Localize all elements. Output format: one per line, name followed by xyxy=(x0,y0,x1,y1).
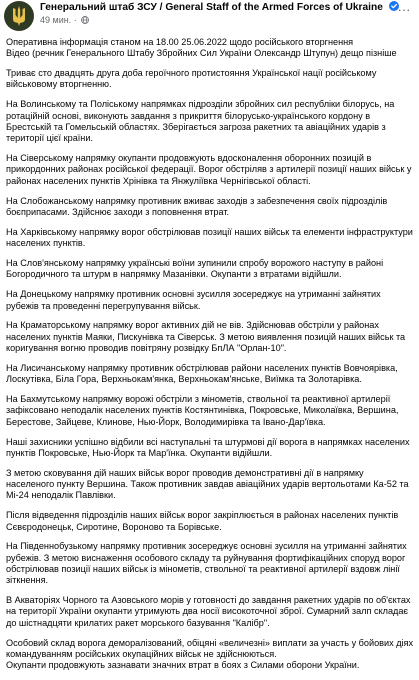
more-icon[interactable]: ··· xyxy=(397,2,411,17)
meta-separator: · xyxy=(73,15,77,25)
trident-emblem-icon xyxy=(12,6,26,26)
post-paragraph: На Харківському напрямку ворог обстрілював позиції наших військ та елементи інфраструктури населених пунктів. xyxy=(6,226,413,249)
post-paragraph: На Краматорському напрямку ворог активних дій не вів. Здійснював обстріли у районах населених пунктів Маяки, Пискунівка та Сіверськ. З метою виявлення позицій наших військ та коригування вогню проводив повітряну розвідку БпЛА "Орлан-10". xyxy=(6,320,406,353)
post-paragraph: Триває сто двадцять друга доба героїчного протистояння Української нації російському військовому вторгненню. xyxy=(6,68,377,90)
post-paragraph: На Слобожанському напрямку противник вживає заходів з забезпечення своїх підрозділів боєприпасами. Здійснює заходи з поповнення втрат. xyxy=(6,195,388,217)
page-name-text[interactable]: Генеральний штаб ЗСУ / General Staff of the Armed Forces of Ukraine xyxy=(40,2,383,13)
post-paragraph: На Донецькому напрямку противник основні зусилля зосереджує на утриманні зайнятих рубежів та проведенні перегрупування військ. xyxy=(6,289,381,311)
page-avatar[interactable] xyxy=(4,1,34,31)
post-meta xyxy=(40,15,89,25)
post-paragraph: На Волинському та Поліському напрямках підрозділи збройних сил республіки білорусь, на ротаційній основі, виконують завдання з прикриття білорусько-українського кордону в Брестській та Гомельській областях. Зберігається загроза ракетних та авіаційних ударів з території цієї країни. xyxy=(6,99,395,144)
post-paragraph: Оперативна інформація станом на 18.00 25.06.2022 щодо російського вторгнення Відео (речник Генерального Штабу Збройних Сил України Олександр Штупун) дещо пізніше xyxy=(6,37,397,59)
post-paragraph: В Акваторіях Чорного та Азовського морів у готовності до завдання ракетних ударів по об'єктах на території України окупанти утримують два носії високоточної зброї. Сумарний залп складає до шістнадцяти крилатих ракет морського базування "Калібр". xyxy=(6,595,411,628)
post-timestamp[interactable]: 49 мин. xyxy=(40,15,72,25)
page-name[interactable] xyxy=(40,1,399,13)
post-header xyxy=(0,0,419,34)
post-body xyxy=(6,37,414,680)
post-paragraph: На Лисичанському напрямку противник обстрілював райони населених пунктів Вовчоярівка, Лоскутівка, Біла Гора, Верхньокам'янка, Верхньокам'янське, Виїмка та Золотарівка. xyxy=(6,362,398,385)
post-paragraph: З метою сковування дій наших військ ворог проводив демонстративні дії в напрямку населеного пункту Вершина. Також противник завдав авіаційних ударів вертольотами Ка-52 та Мі-24 неподалік Павлівки. xyxy=(6,467,409,501)
post-paragraph: Після відведення підрозділів наших військ ворог закріплюється в районах населених пунктів Сєвєродонецьк, Сиротине, Вороново та Борівське. xyxy=(6,510,399,532)
post-paragraph: Наші захисники успішно відбили всі наступальні та штурмові дії ворога в напрямках населених пунктів Покровське, Нью-Йорк та Мар'їнка. Окупанти відійшли. xyxy=(6,436,410,458)
post-paragraph: На Бахмутському напрямку ворожі обстріли з мінометів, ствольної та реактивної артилерії зафіксовано неподалік населених пунктів Костянтинівка, Покровське, Миколаївка, Вершина, Берестове, Зайцеве, Клинове, Нью-Йорк, Володимирівка та Івано-Дар'ївка. xyxy=(6,394,399,427)
post-paragraph: На Сіверському напрямку окупанти продовжують вдосконалення оборонних позицій в прикордонних районах російської федерації. Ворог обстріляв з артилерії позиції наших військ у районах населених пунктів Хрінівка та Янжуліївка Чернігівської області. xyxy=(6,153,412,186)
post-paragraph: Особовий склад ворога деморалізований, обіцяні «величезні» виплати за участь у бойових діях командуванням російських окупаційних військ не здійснюються. Окупанти продовжують зазнавати значних втрат в боях з Силами оборони України. xyxy=(6,637,414,671)
post-paragraph: На Південнобузькому напрямку противник зосереджує основні зусилля на утриманні зайнятих рубежів. З метою виснаження особового складу та руйнування фортифікаційних споруд ворог обстрілював позиції наших військ із мінометів, ствольної та реактивної артилерії вздовж лінії зіткнення. xyxy=(6,541,407,586)
globe-icon[interactable] xyxy=(81,16,89,24)
post-paragraph: На Слов'янському напрямку українські воїни зупинили спробу ворожого наступу в районі Богородичного та штурм в напрямку Мазанівки. Окупанти з втратами відійшли. xyxy=(6,258,384,280)
